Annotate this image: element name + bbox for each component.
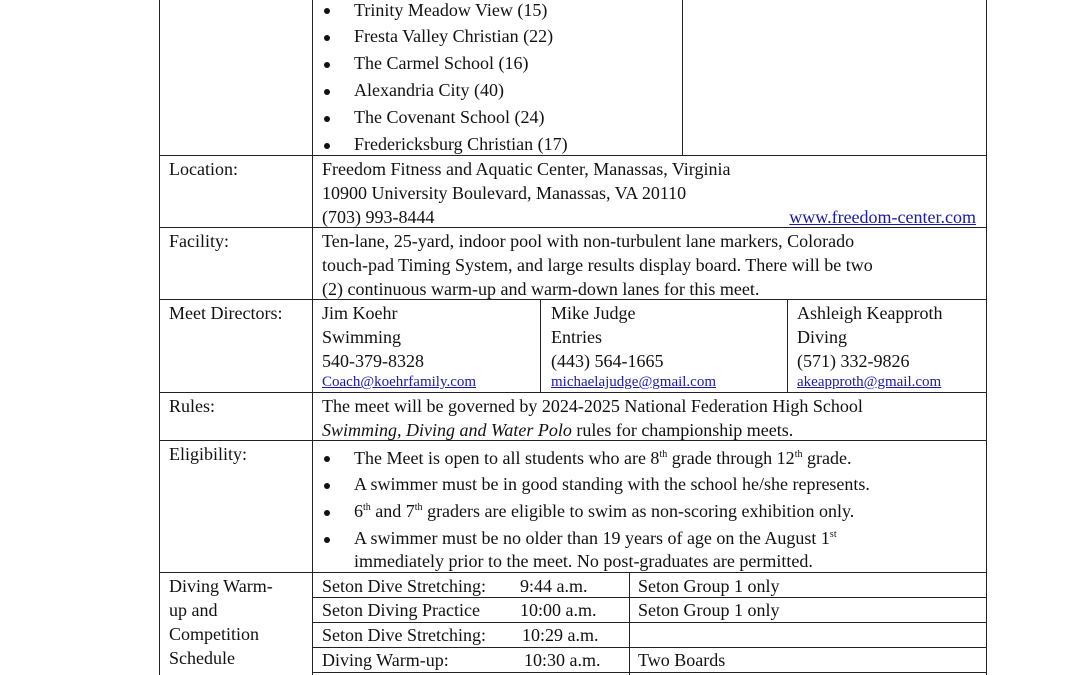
eligibility-item: A swimmer must be no older than 19 years of age on the August 1st [354,528,837,548]
rules-text-line-2 [322,418,793,442]
diving-time: 9:44 a.m. [520,576,588,596]
directors-label: Meet Directors: [169,303,283,323]
director-name: Ashleigh Keapproth [797,303,943,323]
diving-activity: Seton Dive Stretching: [322,625,486,645]
diving-time: 10:30 a.m. [524,650,601,670]
location-address: 10900 University Boulevard, Manassas, VA 20110 [322,183,687,203]
diving-time: 10:00 a.m. [520,600,597,620]
label-column-divider [312,0,313,675]
location-venue: Freedom Fitness and Aquatic Center, Manassas, Virginia [322,159,731,179]
eligibility-item-continued: immediately prior to the meet. No post-graduates are permitted. [354,551,813,571]
diving-divider-1 [629,573,630,648]
facility-label: Facility: [169,231,229,251]
facility-text-line-2: touch-pad Timing System, and large results display board. There will be two [322,255,873,275]
bullet [324,62,330,68]
diving-note: Seton Group 1 only [638,576,780,596]
rules-publication-title: Swimming, Diving and Water Polo [322,420,572,440]
director-role: Entries [551,327,602,347]
team-list-divider [682,0,683,155]
diving-note: Two Boards [638,650,726,670]
director-role: Diving [797,327,848,347]
eligibility-item: A swimmer must be in good standing with the school he/she represents. [354,474,870,494]
diving-activity: Seton Dive Stretching: [322,576,486,596]
bullet [324,510,330,516]
team-item: The Covenant School (24) [354,107,545,127]
team-item: Trinity Meadow View (15) [354,0,548,20]
bullet [324,143,330,149]
facility-text-line-1: Ten-lane, 25-yard, indoor pool with non-turbulent lane markers, Colorado [322,231,855,251]
director-name: Mike Judge [551,303,636,323]
diving-divider-2 [629,648,630,675]
table-border-left [159,0,160,675]
rules-label: Rules: [169,396,216,416]
rules-text-rest: rules for championship meets. [571,420,794,440]
team-item: Fresta Valley Christian (22) [354,26,554,46]
bullet [324,483,330,489]
diving-label-line: Competition [169,624,259,644]
directors-divider-1 [540,299,541,392]
eligibility-item: The Meet is open to all students who are 8th grade through 12th grade. [354,448,852,468]
bullet [324,456,330,462]
team-item: Alexandria City (40) [354,80,504,100]
diving-row-divider-4 [312,672,987,673]
table-border-right [986,0,987,675]
bullet [324,537,330,543]
directors-divider-2 [787,299,788,392]
director-phone: 540-379-8328 [322,351,424,371]
director-phone: (571) 332-9826 [797,351,910,371]
diving-activity: Diving Warm-up: [322,650,449,670]
bullet [324,116,330,122]
director-email-link[interactable]: michaelajudge@gmail.com [551,374,717,390]
director-role: Swimming [322,327,402,347]
director-email-link[interactable]: Coach@koehrfamily.com [322,374,477,390]
bullet [324,89,330,95]
location-website-link[interactable]: www.freedom-center.com [789,207,976,227]
eligibility-label: Eligibility: [169,444,248,464]
team-item: Fredericksburg Christian (17) [354,134,568,154]
diving-time: 10:29 a.m. [522,625,599,645]
diving-label-line: Diving Warm- [169,576,273,596]
director-phone: (443) 564-1665 [551,351,664,371]
rules-text-line-1: The meet will be governed by 2024-2025 National Federation High School [322,396,863,416]
diving-note: Seton Group 1 only [638,600,780,620]
row-divider-teams [159,155,987,156]
diving-label-line: up and [169,600,218,620]
location-label: Location: [169,159,238,179]
team-item: The Carmel School (16) [354,53,529,73]
row-divider-directors [159,392,987,393]
diving-label-line: Schedule [169,648,235,668]
eligibility-item: 6th and 7th graders are eligible to swim as non-scoring exhibition only. [354,501,855,521]
diving-activity: Seton Diving Practice [322,600,480,620]
bullet [324,35,330,41]
facility-text-line-3: (2) continuous warm-up and warm-down lanes for this meet. [322,279,760,299]
director-name: Jim Koehr [322,303,398,323]
location-phone: (703) 993-8444 [322,207,435,227]
bullet [324,8,330,14]
director-email-link[interactable]: akeapproth@gmail.com [797,374,942,390]
